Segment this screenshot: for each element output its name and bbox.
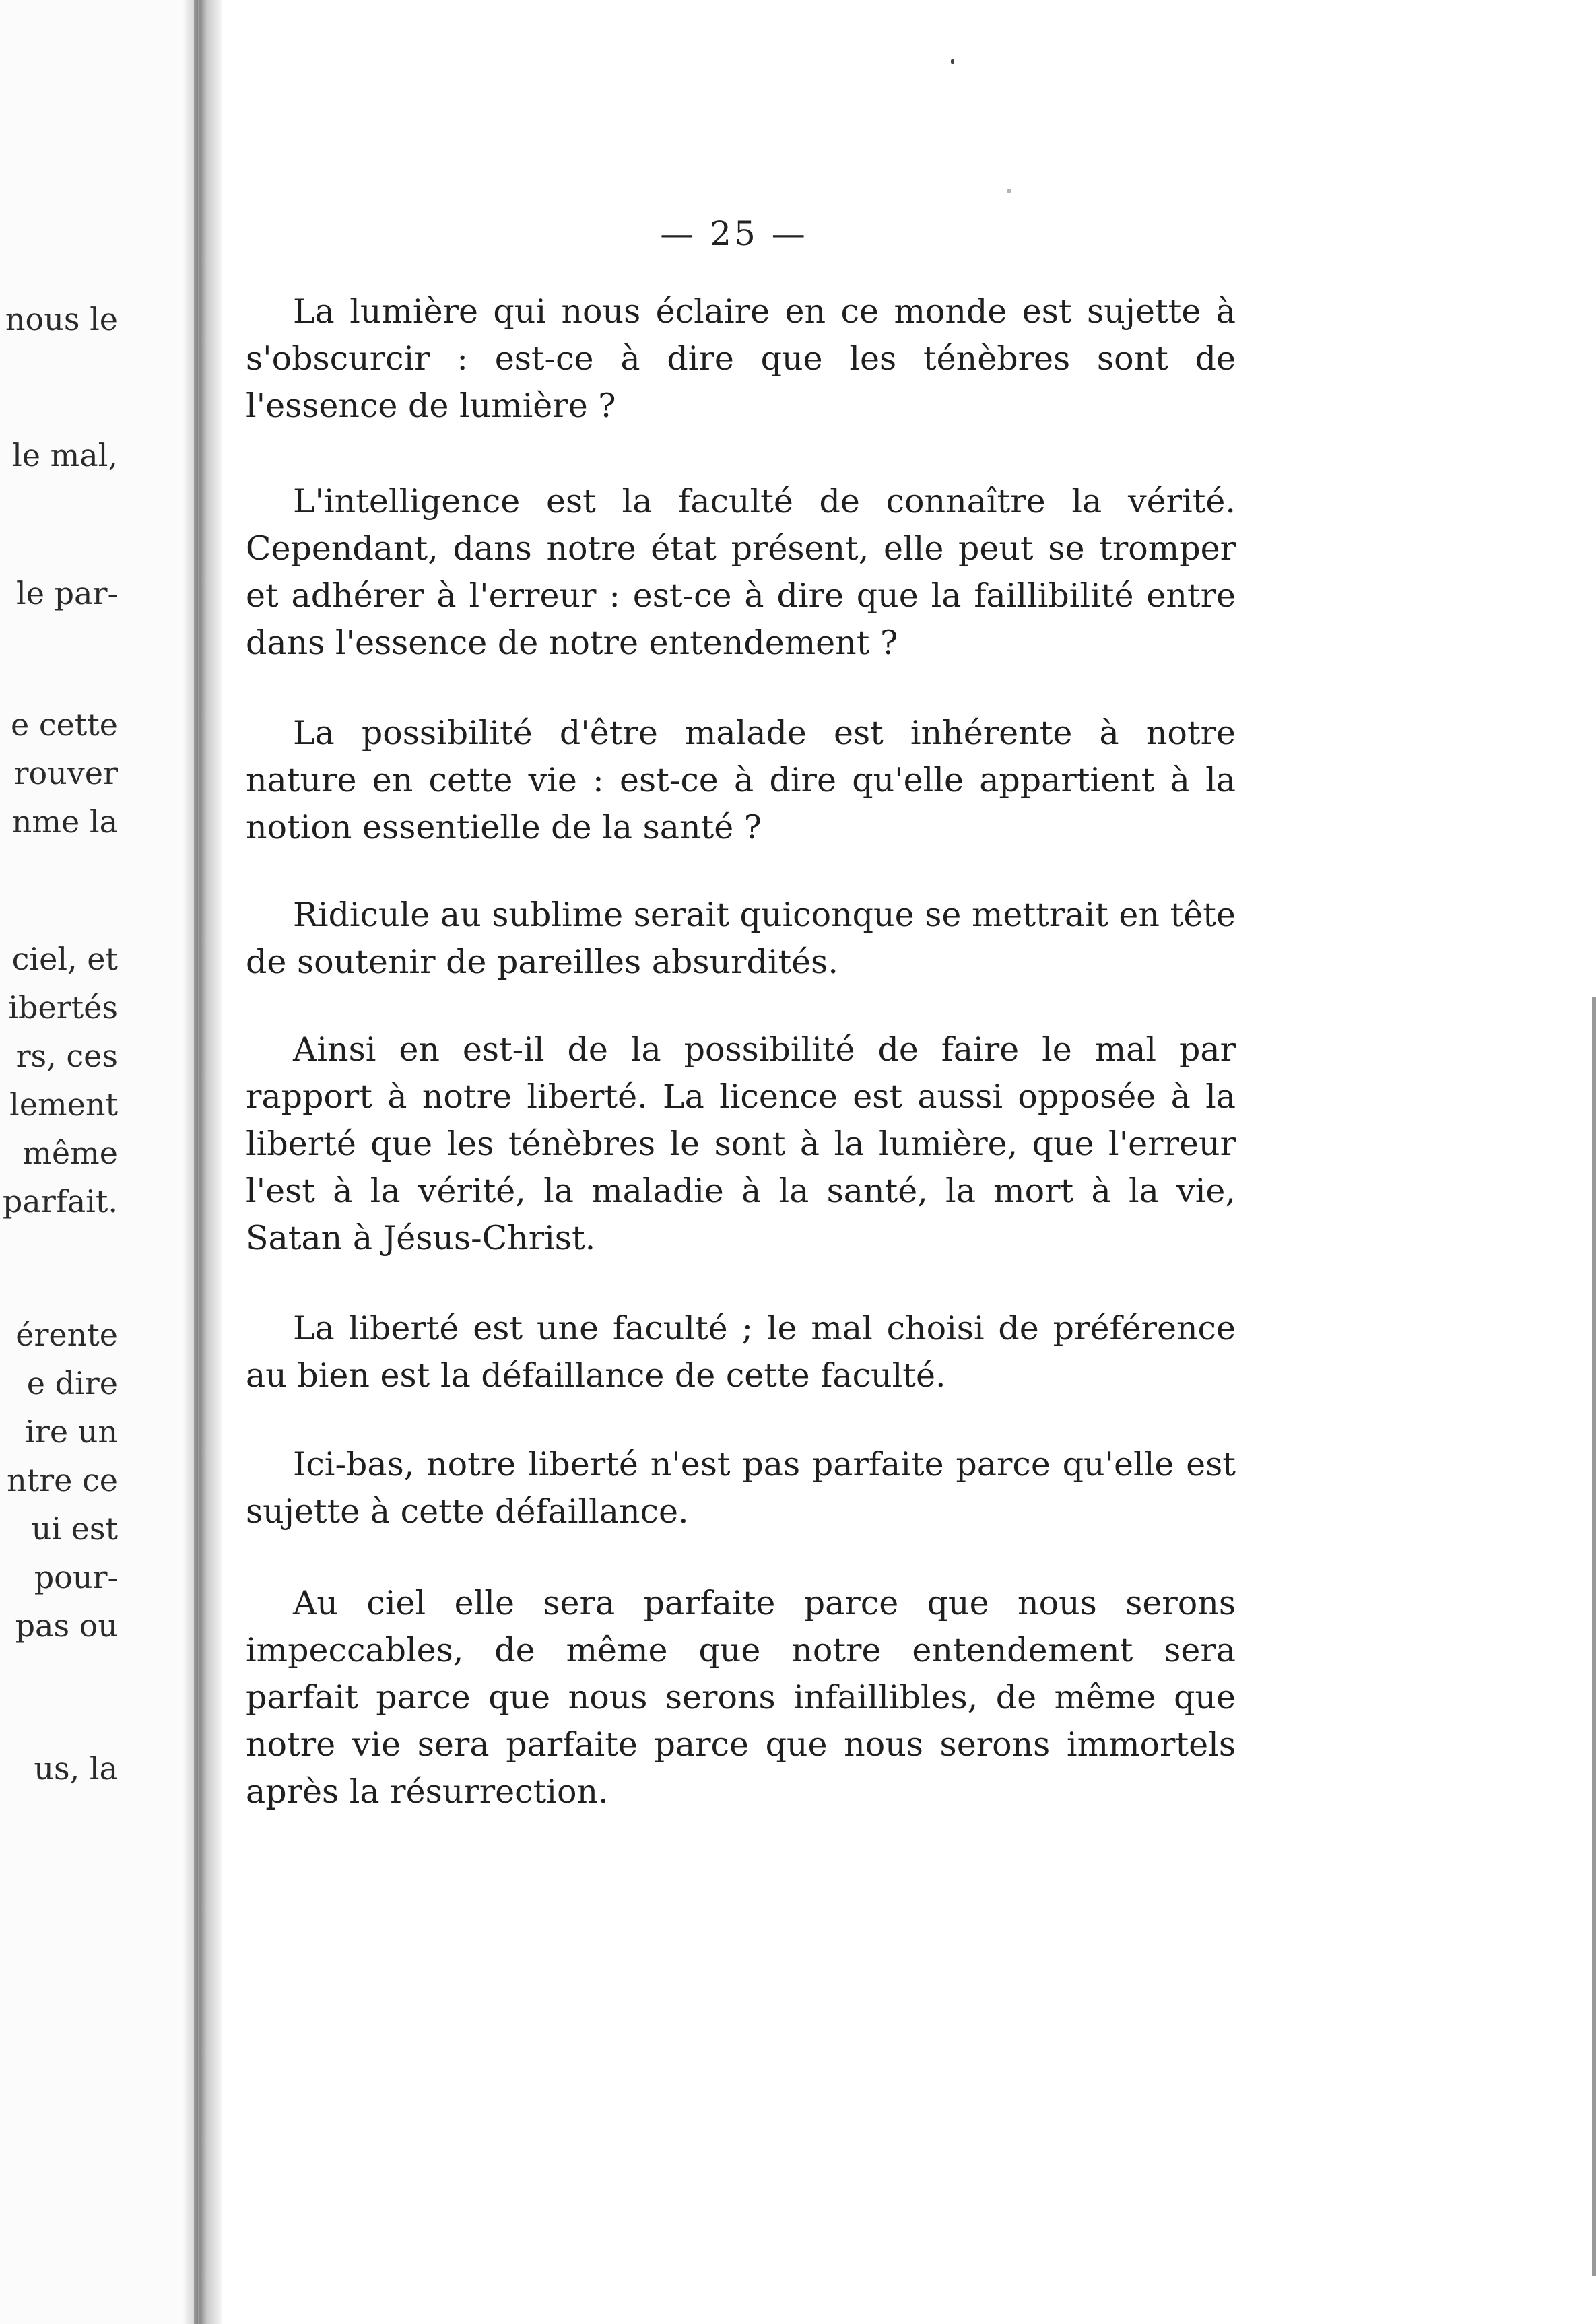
- paragraph-text: La possibilité d'être malade est inhérente à notre nature en cette vie : est-ce à dire qu'elle appartient à la notion essentielle de la santé ?: [246, 714, 1236, 846]
- left-fragment: rs, ces: [15, 1038, 118, 1074]
- paragraph-text: Ainsi en est-il de la possibilité de faire le mal par rapport à notre liberté. La licence est aussi opposée à la liberté que les ténèbres le sont à la lumière, que l'erreur l'est à la vérité, la maladie à la santé, la mort à la vie, Satan à Jésus-Christ.: [246, 1030, 1236, 1257]
- left-fragment: us, la: [34, 1750, 118, 1787]
- paragraph: [246, 288, 1236, 430]
- paragraph-text: La liberté est une faculté ; le mal choisi de préférence au bien est la défaillance de cette faculté.: [246, 1309, 1236, 1395]
- left-fragment: e dire: [26, 1365, 118, 1401]
- page-number: — 25 —: [660, 214, 808, 253]
- left-fragment: le mal,: [12, 437, 118, 473]
- paragraph: [246, 892, 1236, 986]
- left-fragment: e cette: [10, 706, 118, 743]
- paragraph: [246, 1026, 1236, 1262]
- paragraph: [246, 1441, 1236, 1535]
- paragraph-text: L'intelligence est la faculté de connaître la vérité. Cependant, dans notre état présent, elle peut se tromper et adhérer à l'erreur : est-ce à dire que la faillibilité entre dans l'essence de notre entendement ?: [246, 482, 1236, 662]
- paragraph-text: La lumière qui nous éclaire en ce monde est sujette à s'obscurcir : est-ce à dire que les ténèbres sont de l'essence de lumière ?: [246, 292, 1236, 425]
- page-edge: [1592, 997, 1596, 2276]
- scan-speck: [951, 59, 954, 64]
- left-fragment: ire un: [25, 1414, 118, 1450]
- left-fragment: érente: [15, 1317, 118, 1353]
- left-fragment: même: [22, 1135, 118, 1171]
- left-fragment: pour-: [34, 1559, 118, 1595]
- left-fragment: le par-: [16, 575, 118, 611]
- left-fragment: lement: [9, 1086, 118, 1123]
- paragraph: [246, 1305, 1236, 1399]
- gutter-shadow-line: [194, 0, 198, 2324]
- left-fragment: ibertés: [8, 989, 118, 1026]
- paragraph: [246, 710, 1236, 851]
- left-fragment: nous le: [5, 301, 118, 337]
- left-fragment: ciel, et: [11, 941, 118, 977]
- paragraph: [246, 478, 1236, 667]
- left-facing-page: [0, 0, 195, 2324]
- scan-speck: [1007, 189, 1011, 193]
- left-fragment: rouver: [13, 755, 118, 791]
- left-fragment: pas ou: [15, 1607, 118, 1644]
- left-fragment: nme la: [11, 803, 118, 840]
- left-fragment: parfait.: [2, 1183, 118, 1220]
- book-gutter: [182, 0, 222, 2324]
- left-fragment: ui est: [31, 1510, 118, 1547]
- paragraph-text: Au ciel elle sera parfaite parce que nous serons impeccables, de même que notre entendement sera parfait parce que nous serons infaillibles, de même que notre vie sera parfaite parce que nous serons immortels après la résurrection.: [246, 1584, 1236, 1811]
- paragraph: [246, 1580, 1236, 1816]
- paragraph-text: Ridicule au sublime serait quiconque se mettrait en tête de soutenir de pareilles absurdités.: [246, 896, 1236, 981]
- left-fragment: ntre ce: [7, 1462, 118, 1498]
- paragraph-text: Ici-bas, notre liberté n'est pas parfaite parce qu'elle est sujette à cette défaillance.: [246, 1445, 1236, 1531]
